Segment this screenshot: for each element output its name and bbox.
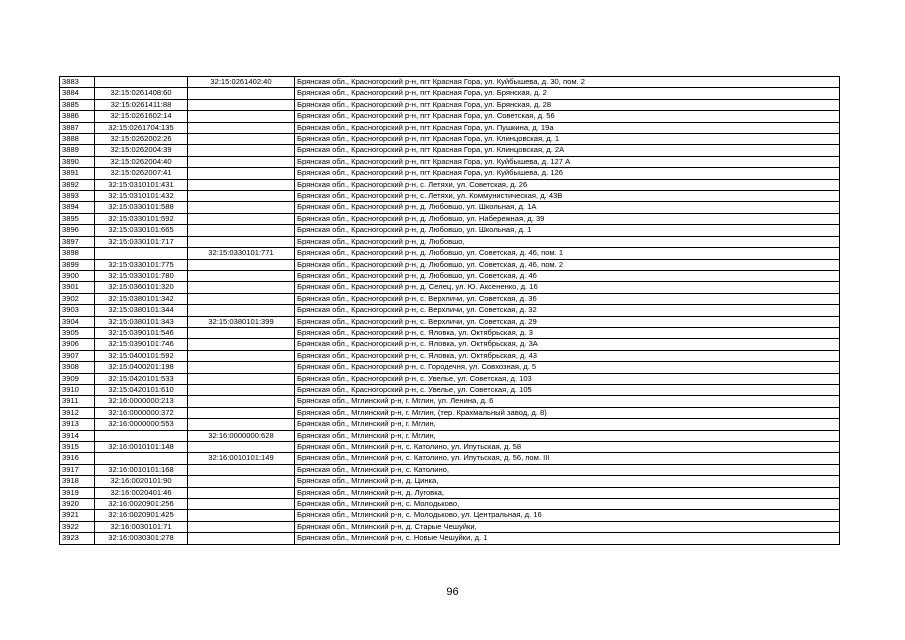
- cadastral-number-alt-cell: [188, 225, 295, 236]
- cadastral-number-cell: 32:15:0310101:431: [95, 179, 188, 190]
- table-row: [60, 316, 840, 327]
- table-row: [60, 259, 840, 270]
- cadastral-number-alt-cell: [188, 373, 295, 384]
- cadastral-number-alt-cell: [188, 88, 295, 99]
- row-number-cell: 3892: [60, 179, 95, 190]
- address-cell: Брянская обл., Красногорский р-н, д. Селец, ул. Ю. Аксененко, д. 16: [295, 282, 840, 293]
- cadastral-number-alt-cell: [188, 156, 295, 167]
- table-row: [60, 499, 840, 510]
- table-row: [60, 430, 840, 441]
- row-number-cell: 3891: [60, 168, 95, 179]
- address-cell: Брянская обл., Мглинский р-н, д. Луговка,: [295, 487, 840, 498]
- table-row: [60, 99, 840, 110]
- table-row: [60, 88, 840, 99]
- cadastral-number-cell: 32:16:0020901:256: [95, 499, 188, 510]
- cadastral-number-alt-cell: [188, 499, 295, 510]
- registry-table-body: [60, 77, 840, 545]
- table-row: [60, 339, 840, 350]
- cadastral-number-cell: [95, 430, 188, 441]
- table-row: [60, 122, 840, 133]
- cadastral-number-alt-cell: [188, 179, 295, 190]
- cadastral-number-alt-cell: 32:15:0261402:40: [188, 77, 295, 88]
- row-number-cell: 3910: [60, 384, 95, 395]
- cadastral-number-alt-cell: [188, 202, 295, 213]
- row-number-cell: 3920: [60, 499, 95, 510]
- row-number-cell: 3898: [60, 248, 95, 259]
- address-cell: Брянская обл., Мглинский р-н, г. Мглин, ул. Ленина, д. 6: [295, 396, 840, 407]
- row-number-cell: 3897: [60, 236, 95, 247]
- address-cell: Брянская обл., Красногорский р-н, д. Любовшо, ул. Советская, д. 46: [295, 270, 840, 281]
- table-row: [60, 248, 840, 259]
- address-cell: Брянская обл., Красногорский р-н, с. Верхличи, ул. Советская, д. 36: [295, 293, 840, 304]
- row-number-cell: 3921: [60, 510, 95, 521]
- table-row: [60, 373, 840, 384]
- cadastral-number-alt-cell: [188, 521, 295, 532]
- row-number-cell: 3913: [60, 419, 95, 430]
- row-number-cell: 3923: [60, 533, 95, 544]
- cadastral-number-cell: 32:15:0380101:343: [95, 316, 188, 327]
- cadastral-number-cell: 32:15:0360101:320: [95, 282, 188, 293]
- cadastral-number-alt-cell: [188, 305, 295, 316]
- address-cell: Брянская обл., Мглинский р-н, г. Мглин,: [295, 419, 840, 430]
- cadastral-number-alt-cell: [188, 327, 295, 338]
- cadastral-number-alt-cell: [188, 407, 295, 418]
- table-row: [60, 533, 840, 544]
- cadastral-number-alt-cell: [188, 145, 295, 156]
- table-row: [60, 213, 840, 224]
- table-row: [60, 350, 840, 361]
- row-number-cell: 3883: [60, 77, 95, 88]
- cadastral-number-cell: 32:16:0030101:71: [95, 521, 188, 532]
- address-cell: Брянская обл., Красногорский р-н, пгт Красная Гора, ул. Куйбышева, д. 30, пом. 2: [295, 77, 840, 88]
- cadastral-number-alt-cell: [188, 350, 295, 361]
- address-cell: Брянская обл., Мглинский р-н, г. Мглин, (тер. Крахмальный завод, д. 8): [295, 407, 840, 418]
- row-number-cell: 3889: [60, 145, 95, 156]
- cadastral-number-alt-cell: [188, 293, 295, 304]
- cadastral-number-cell: 32:15:0330101:665: [95, 225, 188, 236]
- address-cell: Брянская обл., Красногорский р-н, с. Верхличи, ул. Советская, д. 32: [295, 305, 840, 316]
- cadastral-number-cell: 32:15:0262004:40: [95, 156, 188, 167]
- table-row: [60, 407, 840, 418]
- table-row: [60, 453, 840, 464]
- address-cell: Брянская обл., Красногорский р-н, пгт Красная Гора, ул. Куйбышева, д. 127 А: [295, 156, 840, 167]
- address-cell: Брянская обл., Красногорский р-н, д. Любовшо, ул. Советская, д. 46, пом. 1: [295, 248, 840, 259]
- cadastral-number-alt-cell: [188, 396, 295, 407]
- cadastral-number-alt-cell: [188, 510, 295, 521]
- row-number-cell: 3912: [60, 407, 95, 418]
- address-cell: Брянская обл., Красногорский р-н, с. Летяхи, ул. Коммунистическая, д. 43В: [295, 191, 840, 202]
- row-number-cell: 3893: [60, 191, 95, 202]
- cadastral-number-cell: 32:15:0390101:546: [95, 327, 188, 338]
- cadastral-number-alt-cell: [188, 419, 295, 430]
- table-row: [60, 168, 840, 179]
- row-number-cell: 3916: [60, 453, 95, 464]
- address-cell: Брянская обл., Красногорский р-н, с. Летяхи, ул. Советская, д. 26: [295, 179, 840, 190]
- address-cell: Брянская обл., Красногорский р-н, д. Любовшо,: [295, 236, 840, 247]
- cadastral-number-alt-cell: [188, 487, 295, 498]
- table-row: [60, 270, 840, 281]
- cadastral-number-cell: [95, 453, 188, 464]
- row-number-cell: 3900: [60, 270, 95, 281]
- address-cell: Брянская обл., Мглинский р-н, с. Католино,: [295, 464, 840, 475]
- cadastral-number-cell: 32:15:0261704:135: [95, 122, 188, 133]
- row-number-cell: 3917: [60, 464, 95, 475]
- table-row: [60, 487, 840, 498]
- table-row: [60, 156, 840, 167]
- row-number-cell: 3918: [60, 476, 95, 487]
- address-cell: Брянская обл., Мглинский р-н, с. Католино, ул. Ипутьская, д. 56, пом. III: [295, 453, 840, 464]
- address-cell: Брянская обл., Красногорский р-н, д. Любовшо, ул. Набережная, д. 39: [295, 213, 840, 224]
- row-number-cell: 3906: [60, 339, 95, 350]
- row-number-cell: 3888: [60, 134, 95, 145]
- cadastral-number-alt-cell: [188, 339, 295, 350]
- address-cell: Брянская обл., Красногорский р-н, с. Увелье, ул. Советская, д. 103: [295, 373, 840, 384]
- row-number-cell: 3886: [60, 111, 95, 122]
- table-row: [60, 225, 840, 236]
- cadastral-number-cell: 32:15:0261602:14: [95, 111, 188, 122]
- cadastral-number-cell: 32:15:0400201:198: [95, 362, 188, 373]
- table-row: [60, 202, 840, 213]
- table-row: [60, 305, 840, 316]
- address-cell: Брянская обл., Красногорский р-н, пгт Красная Гора, ул. Пушкина, д. 19а: [295, 122, 840, 133]
- row-number-cell: 3914: [60, 430, 95, 441]
- row-number-cell: 3899: [60, 259, 95, 270]
- address-cell: Брянская обл., Красногорский р-н, пгт Красная Гора, ул. Советская, д. 56: [295, 111, 840, 122]
- cadastral-number-cell: 32:15:0390101:746: [95, 339, 188, 350]
- row-number-cell: 3905: [60, 327, 95, 338]
- cadastral-number-alt-cell: [188, 270, 295, 281]
- table-row: [60, 145, 840, 156]
- row-number-cell: 3896: [60, 225, 95, 236]
- cadastral-number-alt-cell: [188, 259, 295, 270]
- cadastral-number-alt-cell: [188, 384, 295, 395]
- row-number-cell: 3890: [60, 156, 95, 167]
- cadastral-number-alt-cell: 32:16:0010101:149: [188, 453, 295, 464]
- cadastral-number-alt-cell: [188, 111, 295, 122]
- table-row: [60, 476, 840, 487]
- table-row: [60, 282, 840, 293]
- table-row: [60, 384, 840, 395]
- cadastral-number-cell: 32:15:0261411:88: [95, 99, 188, 110]
- address-cell: Брянская обл., Красногорский р-н, с. Яловка, ул. Октябрьская, д. 43: [295, 350, 840, 361]
- table-row: [60, 77, 840, 88]
- address-cell: Брянская обл., Красногорский р-н, с. Верхличи, ул. Советская, д. 29: [295, 316, 840, 327]
- cadastral-number-cell: 32:16:0020401:46: [95, 487, 188, 498]
- cadastral-number-cell: 32:16:0020901:425: [95, 510, 188, 521]
- row-number-cell: 3894: [60, 202, 95, 213]
- cadastral-number-cell: 32:15:0420101:610: [95, 384, 188, 395]
- row-number-cell: 3922: [60, 521, 95, 532]
- table-row: [60, 179, 840, 190]
- cadastral-number-alt-cell: [188, 476, 295, 487]
- address-cell: Брянская обл., Красногорский р-н, с. Яловка, ул. Октябрьская, д. 3А: [295, 339, 840, 350]
- row-number-cell: 3919: [60, 487, 95, 498]
- cadastral-number-cell: 32:16:0020101:90: [95, 476, 188, 487]
- cadastral-number-cell: 32:16:0000000:372: [95, 407, 188, 418]
- address-cell: Брянская обл., Красногорский р-н, д. Любовшо, ул. Школьная, д. 1: [295, 225, 840, 236]
- address-cell: Брянская обл., Мглинский р-н, с. Новые Чешуйки, д. 1: [295, 533, 840, 544]
- address-cell: Брянская обл., Мглинский р-н, д. Старые Чешуйки,: [295, 521, 840, 532]
- row-number-cell: 3907: [60, 350, 95, 361]
- page-number: 96: [446, 586, 459, 598]
- table-row: [60, 111, 840, 122]
- address-cell: Брянская обл., Мглинский р-н, д. Цинка,: [295, 476, 840, 487]
- address-cell: Брянская обл., Красногорский р-н, пгт Красная Гора, ул. Клинцовская, д. 2А: [295, 145, 840, 156]
- cadastral-number-cell: 32:15:0330101:780: [95, 270, 188, 281]
- row-number-cell: 3911: [60, 396, 95, 407]
- cadastral-number-cell: 32:15:0330101:588: [95, 202, 188, 213]
- address-cell: Брянская обл., Мглинский р-н, с. Молодьково, ул. Центральная, д. 16: [295, 510, 840, 521]
- table-row: [60, 293, 840, 304]
- cadastral-number-alt-cell: 32:15:0330101:771: [188, 248, 295, 259]
- cadastral-number-alt-cell: [188, 134, 295, 145]
- cadastral-number-cell: 32:16:0010101:168: [95, 464, 188, 475]
- row-number-cell: 3904: [60, 316, 95, 327]
- table-row: [60, 419, 840, 430]
- table-row: [60, 236, 840, 247]
- row-number-cell: 3909: [60, 373, 95, 384]
- row-number-cell: 3901: [60, 282, 95, 293]
- address-cell: Брянская обл., Мглинский р-н, г. Мглин,: [295, 430, 840, 441]
- row-number-cell: 3887: [60, 122, 95, 133]
- cadastral-number-cell: 32:15:0420101:533: [95, 373, 188, 384]
- row-number-cell: 3895: [60, 213, 95, 224]
- cadastral-number-cell: 32:15:0380101:342: [95, 293, 188, 304]
- address-cell: Брянская обл., Красногорский р-н, с. Яловка, ул. Октябрьская, д. 3: [295, 327, 840, 338]
- registry-table: [59, 76, 840, 545]
- cadastral-number-alt-cell: 32:15:0380101:399: [188, 316, 295, 327]
- cadastral-number-cell: 32:15:0262002:26: [95, 134, 188, 145]
- table-row: [60, 327, 840, 338]
- table-row: [60, 396, 840, 407]
- cadastral-number-cell: 32:16:0010101:148: [95, 442, 188, 453]
- row-number-cell: 3885: [60, 99, 95, 110]
- cadastral-number-alt-cell: 32:16:0000000:628: [188, 430, 295, 441]
- cadastral-number-alt-cell: [188, 236, 295, 247]
- cadastral-number-cell: 32:15:0262004:39: [95, 145, 188, 156]
- cadastral-number-cell: 32:15:0400101:592: [95, 350, 188, 361]
- address-cell: Брянская обл., Красногорский р-н, с. Увелье, ул. Советская, д. 105: [295, 384, 840, 395]
- cadastral-number-cell: 32:16:0030301:278: [95, 533, 188, 544]
- address-cell: Брянская обл., Красногорский р-н, пгт Красная Гора, ул. Куйбышева, д. 126: [295, 168, 840, 179]
- address-cell: Брянская обл., Красногорский р-н, д. Любовшо, ул. Школьная, д. 1А: [295, 202, 840, 213]
- cadastral-number-alt-cell: [188, 168, 295, 179]
- cadastral-number-cell: [95, 77, 188, 88]
- address-cell: Брянская обл., Красногорский р-н, пгт Красная Гора, ул. Брянская, д. 28: [295, 99, 840, 110]
- table-row: [60, 510, 840, 521]
- address-cell: Брянская обл., Красногорский р-н, пгт Красная Гора, ул. Брянская, д. 2: [295, 88, 840, 99]
- cadastral-number-alt-cell: [188, 122, 295, 133]
- cadastral-number-alt-cell: [188, 442, 295, 453]
- cadastral-number-alt-cell: [188, 213, 295, 224]
- cadastral-number-cell: 32:16:0000000:553: [95, 419, 188, 430]
- table-row: [60, 191, 840, 202]
- table-row: [60, 442, 840, 453]
- cadastral-number-cell: 32:16:0000000:213: [95, 396, 188, 407]
- cadastral-number-cell: 32:15:0261408:60: [95, 88, 188, 99]
- cadastral-number-alt-cell: [188, 191, 295, 202]
- cadastral-number-alt-cell: [188, 533, 295, 544]
- cadastral-number-cell: 32:15:0380101:344: [95, 305, 188, 316]
- cadastral-number-alt-cell: [188, 464, 295, 475]
- cadastral-number-cell: [95, 248, 188, 259]
- cadastral-number-cell: 32:15:0330101:775: [95, 259, 188, 270]
- address-cell: Брянская обл., Мглинский р-н, с. Молодьково,: [295, 499, 840, 510]
- address-cell: Брянская обл., Красногорский р-н, пгт Красная Гора, ул. Клинцовская, д. 1: [295, 134, 840, 145]
- cadastral-number-alt-cell: [188, 99, 295, 110]
- address-cell: Брянская обл., Мглинский р-н, с. Католино, ул. Ипутьская, д. 58: [295, 442, 840, 453]
- cadastral-number-alt-cell: [188, 362, 295, 373]
- row-number-cell: 3908: [60, 362, 95, 373]
- cadastral-number-cell: 32:15:0330101:592: [95, 213, 188, 224]
- table-row: [60, 362, 840, 373]
- cadastral-number-cell: 32:15:0330101:717: [95, 236, 188, 247]
- row-number-cell: 3884: [60, 88, 95, 99]
- row-number-cell: 3902: [60, 293, 95, 304]
- table-row: [60, 134, 840, 145]
- row-number-cell: 3903: [60, 305, 95, 316]
- cadastral-number-cell: 32:15:0262007:41: [95, 168, 188, 179]
- table-row: [60, 464, 840, 475]
- cadastral-number-cell: 32:15:0310101:432: [95, 191, 188, 202]
- row-number-cell: 3915: [60, 442, 95, 453]
- address-cell: Брянская обл., Красногорский р-н, д. Любовшо, ул. Советская, д. 46, пом. 2: [295, 259, 840, 270]
- table-row: [60, 521, 840, 532]
- cadastral-number-alt-cell: [188, 282, 295, 293]
- address-cell: Брянская обл., Красногорский р-н, с. Городечня, ул. Совхозная, д. 5: [295, 362, 840, 373]
